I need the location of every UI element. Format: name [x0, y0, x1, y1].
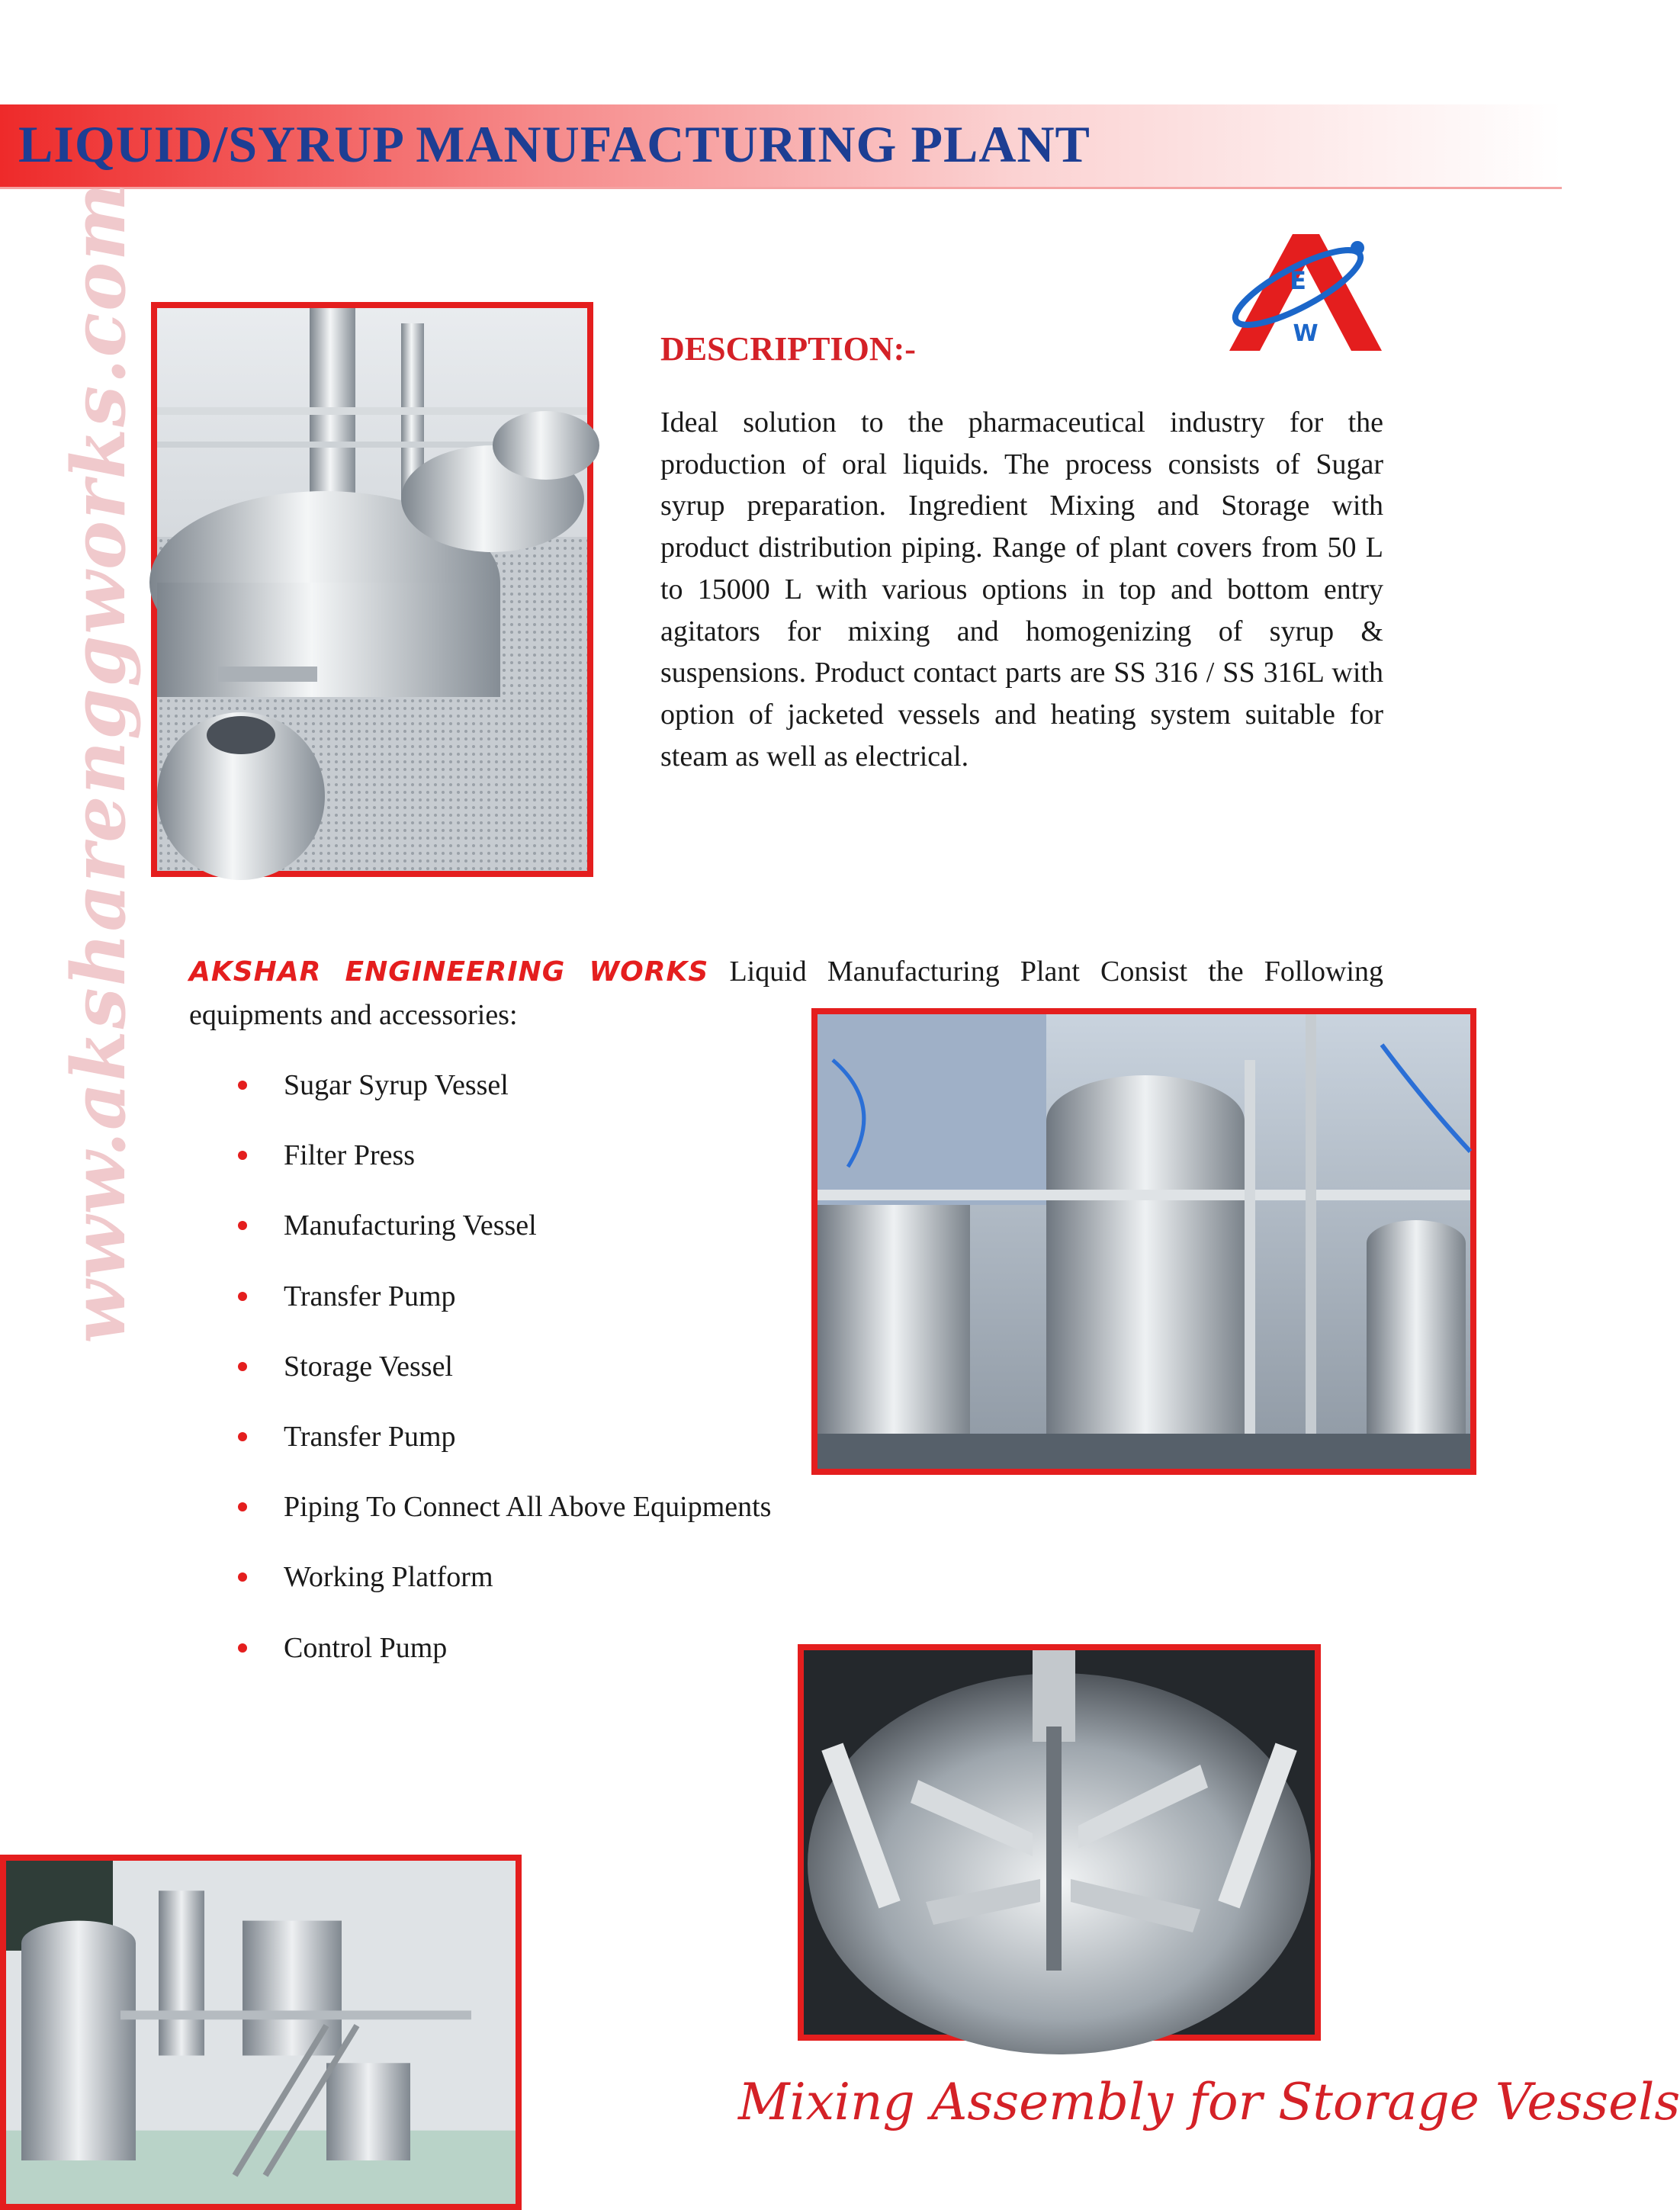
description-heading: DESCRIPTION:- — [660, 330, 916, 368]
list-item: Working Platform — [229, 1554, 771, 1624]
bullet-icon — [238, 1643, 247, 1653]
list-item: Control Pump — [229, 1625, 771, 1695]
bullet-icon — [238, 1151, 247, 1160]
list-item: Piping To Connect All Above Equipments — [229, 1484, 771, 1554]
list-item: Storage Vessel — [229, 1344, 771, 1414]
company-logo — [1220, 225, 1388, 362]
list-item: Transfer Pump — [229, 1274, 771, 1344]
list-item: Filter Press — [229, 1132, 771, 1203]
mixing-assembly-photo — [798, 1644, 1321, 2041]
bullet-icon — [238, 1292, 247, 1301]
list-item: Manufacturing Vessel — [229, 1203, 771, 1273]
title-underline — [0, 187, 1562, 189]
list-item: Transfer Pump — [229, 1414, 771, 1484]
liquid-plant-photo — [811, 1008, 1476, 1475]
bullet-icon — [238, 1081, 247, 1090]
plant-tanks-photo — [151, 302, 593, 877]
bullet-icon — [238, 1221, 247, 1230]
description-text: Ideal solution to the pharmaceutical industry for the production of oral liquids. The process consists of Sugar syrup preparation. Ingredient Mixing and Storage with product distribution piping. Range of plant covers from 50 L to 15000 L with various options in top and bottom entry agitators for mixing and homogenizing of syrup & suspensions. Product contact parts are SS 316 / SS 316L with option of jacketed vessels and heating system suitable for steam as well as electrical. — [660, 406, 1383, 773]
mixing-assembly-caption: Mixing Assembly for Storage Vessels — [738, 2073, 1680, 2131]
svg-text:W: W — [1293, 320, 1319, 347]
website-watermark: www.aksharenggworks.com — [56, 181, 142, 1344]
company-name: AKSHAR ENGINEERING WORKS — [189, 956, 709, 988]
equipment-list — [229, 1062, 771, 1695]
bullet-icon — [238, 1572, 247, 1582]
svg-text:E: E — [1290, 266, 1306, 295]
page-title: LIQUID/SYRUP MANUFACTURING PLANT — [18, 115, 1091, 173]
bullet-icon — [238, 1502, 247, 1511]
bullet-icon — [238, 1432, 247, 1441]
equipment-intro-text: Liquid Manufacturing Plant Consist the Following equipments and accessories: — [189, 956, 1383, 1031]
list-item: Sugar Syrup Vessel — [229, 1062, 771, 1132]
vessel-installation-photo — [0, 1855, 522, 2210]
bullet-icon — [238, 1362, 247, 1371]
equipment-intro — [189, 950, 1383, 1036]
